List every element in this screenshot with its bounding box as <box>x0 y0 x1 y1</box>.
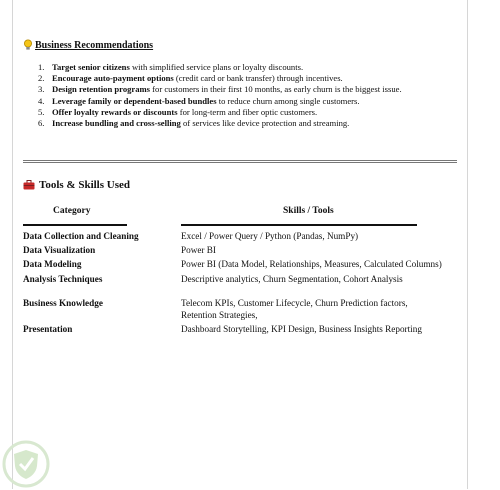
category-cell: Analysis Techniques <box>23 274 103 284</box>
category-cell: Data Modeling <box>23 259 82 269</box>
document-page <box>12 0 468 489</box>
skills-cell: Power BI <box>181 245 216 255</box>
category-cell: Business Knowledge <box>23 298 103 308</box>
tools-header <box>23 179 130 191</box>
column-header-category: Category <box>53 206 91 216</box>
section-divider <box>23 160 457 163</box>
skills-cell: Descriptive analytics, Churn Segmentation, Cohort Analysis <box>181 274 403 284</box>
list-item: 1. Target senior citizens with simplified service plans or loyalty discounts. <box>38 62 304 72</box>
lightbulb-icon <box>23 39 33 51</box>
list-item: 5. Offer loyalty rewards or discounts for long-term and fiber optic customers. <box>38 106 318 117</box>
list-item: 2. Encourage auto-payment options (credit card or bank transfer) through incentives. <box>38 73 343 84</box>
skills-cell: Power BI (Data Model, Relationships, Measures, Calculated Columns) <box>181 259 442 269</box>
category-cell: Data Visualization <box>23 245 96 255</box>
column-header-skills: Skills / Tools <box>283 206 334 216</box>
recommendations-list <box>38 62 450 129</box>
recommendations-title: Business Recommendations <box>35 39 154 51</box>
header-rule <box>23 224 127 226</box>
skills-cell: Dashboard Storytelling, KPI Design, Business Insights Reporting <box>181 324 422 334</box>
category-cell: Presentation <box>23 324 73 334</box>
list-item: 4. Leverage family or dependent-based bundles to reduce churn among single customers. <box>38 95 360 106</box>
skills-cell: Excel / Power Query / Python (Pandas, NumPy) <box>181 231 359 241</box>
skills-cell: Telecom KPIs, Customer Lifecycle, Churn Prediction factors, Retention Strategies, <box>181 298 408 320</box>
list-item: 6. Increase bundling and cross-selling of services like device protection and streaming. <box>38 118 350 129</box>
category-cell: Data Collection and Cleaning <box>23 231 139 241</box>
tools-title: Tools & Skills Used <box>39 179 130 191</box>
header-rule <box>181 224 417 226</box>
shield-logo <box>0 438 52 490</box>
recommendations-header <box>23 39 153 51</box>
toolbox-icon <box>23 180 35 190</box>
list-item: 3. Design retention programs for customers in their first 10 months, as early churn is the biggest issue. <box>38 84 402 95</box>
